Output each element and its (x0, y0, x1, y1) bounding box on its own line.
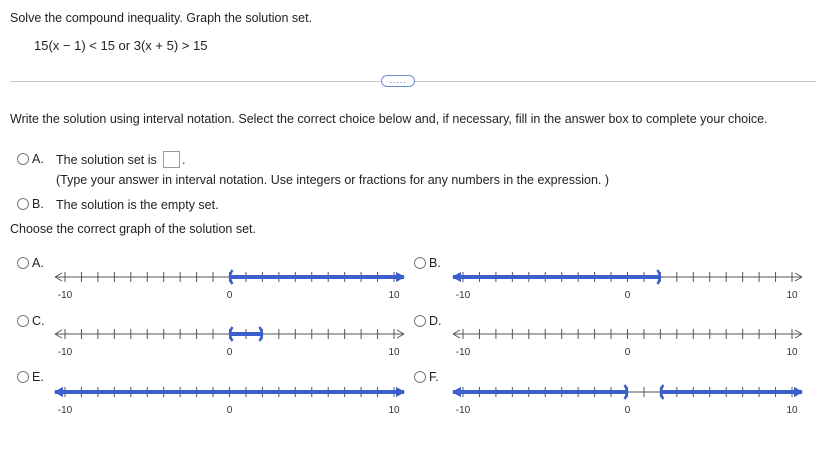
tick-label: 0 (624, 347, 631, 358)
number-line-graph-b (450, 265, 805, 305)
tick-label: 10 (786, 405, 798, 416)
tick-label: -10 (455, 290, 471, 301)
tick-label: 10 (786, 347, 798, 358)
number-line-graph-d (450, 322, 805, 362)
answer-input-box[interactable] (163, 151, 180, 168)
tick-label: 10 (388, 347, 400, 358)
graph-a-letter: A. (32, 256, 44, 270)
radio-graph-b[interactable] (414, 257, 426, 269)
choice-a-letter: A. (32, 152, 44, 166)
tick-label: -10 (57, 405, 73, 416)
graph-c-letter: C. (32, 314, 45, 328)
number-line-graph-f (450, 380, 805, 420)
tick-label: 0 (226, 347, 233, 358)
tick-label: -10 (455, 347, 471, 358)
part1-instruction: Write the solution using interval notation. Select the correct choice below and, if necessary, fill in the answer box to complete your choice. (10, 112, 768, 126)
number-line-graph-c (52, 322, 407, 362)
choice-b-letter: B. (32, 197, 44, 211)
part2-instruction: Choose the correct graph of the solution set. (10, 222, 256, 236)
tick-label: -10 (57, 347, 73, 358)
tick-label: 10 (388, 290, 400, 301)
radio-graph-d[interactable] (414, 315, 426, 327)
choice-b-text: The solution is the empty set. (56, 198, 219, 212)
shaded-left-arrow-icon (54, 387, 63, 397)
tick-label: 0 (226, 405, 233, 416)
radio-graph-f[interactable] (414, 371, 426, 383)
tick-label: -10 (57, 290, 73, 301)
radio-graph-c[interactable] (17, 315, 29, 327)
radio-graph-e[interactable] (17, 371, 29, 383)
question-prompt: Solve the compound inequality. Graph the solution set. (10, 11, 313, 25)
tick-label: 0 (226, 290, 233, 301)
shaded-left-arrow-icon (452, 387, 461, 397)
tick-label: 10 (388, 405, 400, 416)
number-line-graph-e (52, 380, 407, 420)
choice-a-text: The solution set is (56, 153, 157, 167)
tick-label: 0 (624, 290, 631, 301)
tick-label: -10 (455, 405, 471, 416)
inequality-expression: 15(x − 1) < 15 or 3(x + 5) > 15 (34, 38, 208, 53)
number-line-graph-a (52, 265, 407, 305)
tick-label: 10 (786, 290, 798, 301)
shaded-right-arrow-icon (794, 387, 803, 397)
choice-a-hint: (Type your answer in interval notation. Use integers or fractions for any numbers in the expression. ) (56, 173, 610, 187)
shaded-right-arrow-icon (396, 387, 405, 397)
radio-choice-a[interactable] (17, 153, 29, 165)
radio-choice-b[interactable] (17, 198, 29, 210)
more-options-button[interactable]: ..... (381, 75, 415, 87)
shaded-left-arrow-icon (452, 272, 461, 282)
graph-f-letter: F. (429, 370, 439, 384)
tick-label: 0 (624, 405, 631, 416)
shaded-right-arrow-icon (396, 272, 405, 282)
choice-a-period: . (182, 153, 186, 167)
radio-graph-a[interactable] (17, 257, 29, 269)
graph-b-letter: B. (429, 256, 441, 270)
graph-e-letter: E. (32, 370, 44, 384)
graph-d-letter: D. (429, 314, 442, 328)
